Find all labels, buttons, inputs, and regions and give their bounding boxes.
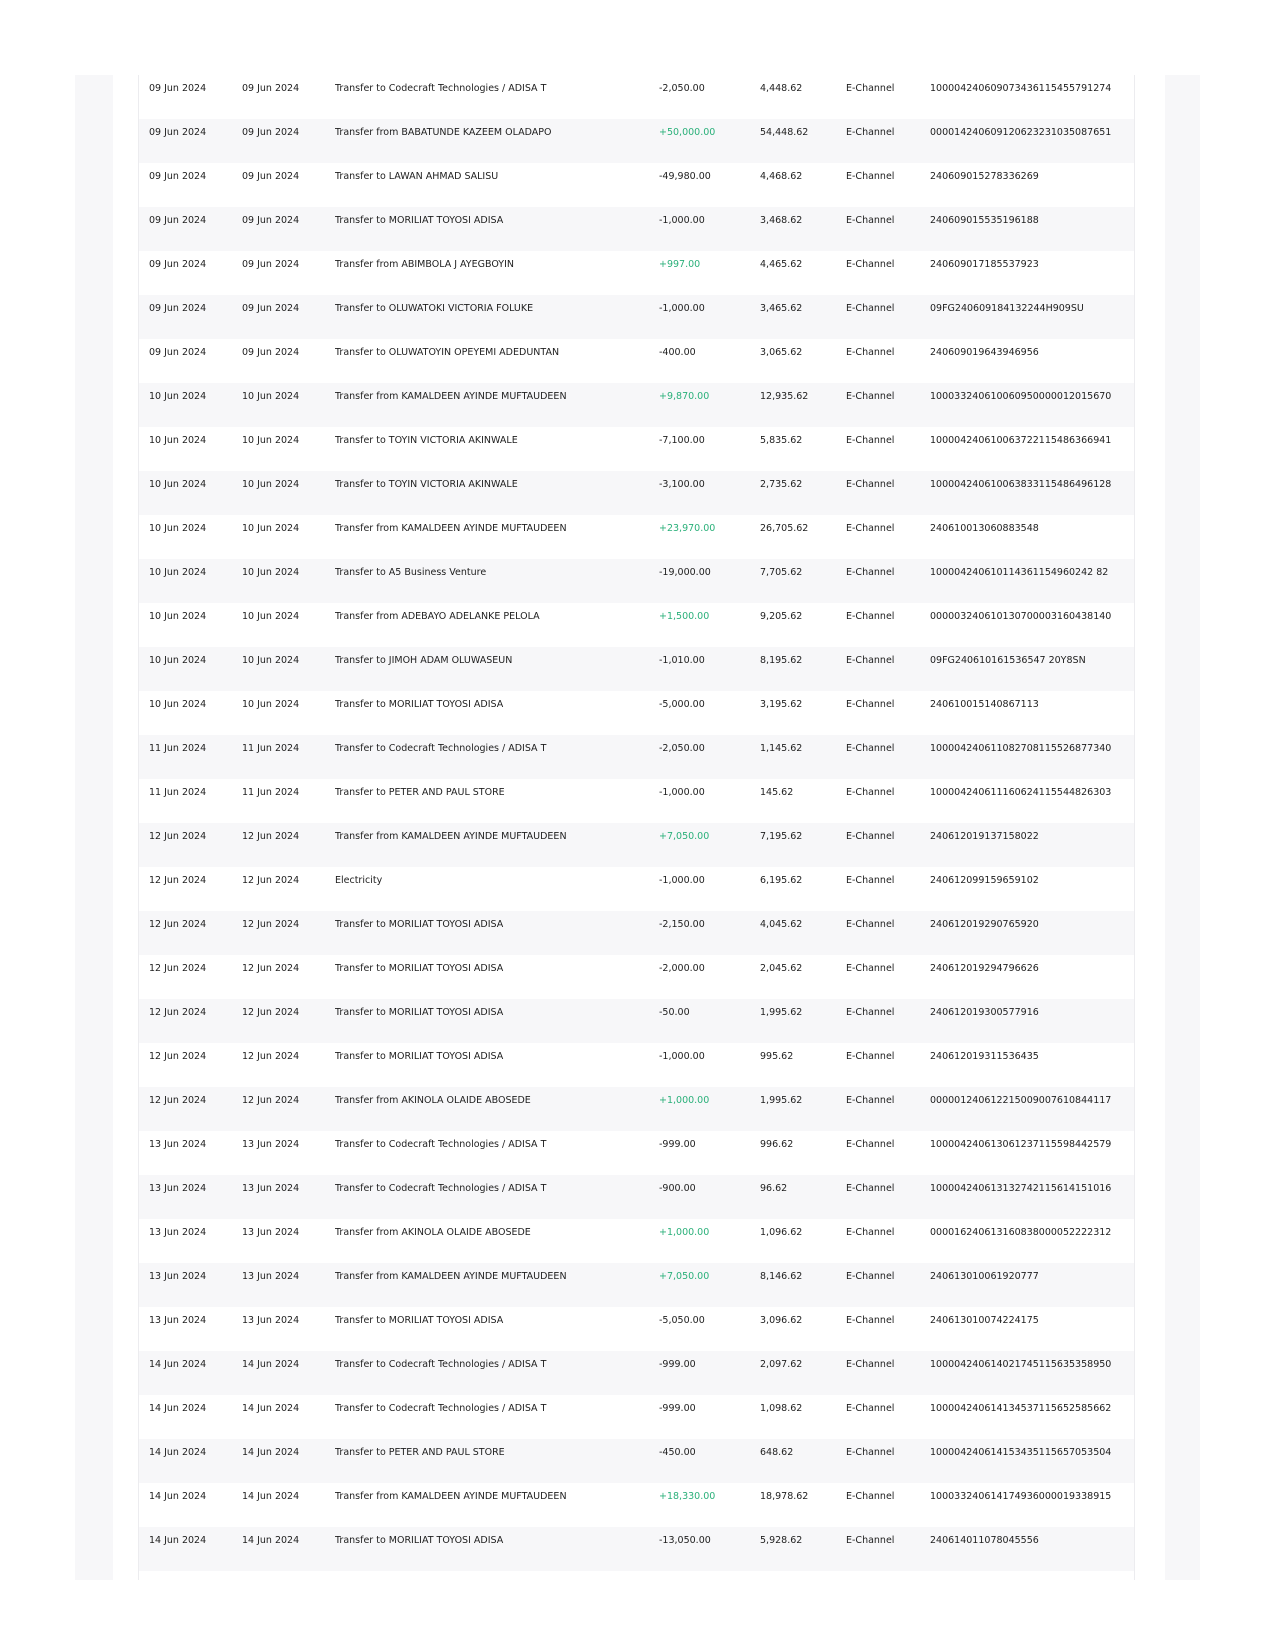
transaction-description: Transfer to MORILIAT TOYOSI ADISA [335,215,504,226]
running-balance: 26,705.62 [760,523,809,534]
transaction-date: 09 Jun 2024 [149,347,207,358]
transaction-description: Transfer to OLUWATOYIN OPEYEMI ADEDUNTAN [335,347,560,358]
transaction-date: 13 Jun 2024 [149,1139,207,1150]
running-balance: 3,468.62 [760,215,803,226]
transaction-reference: 000003240610130700003160438140 [930,611,1112,622]
transaction-amount: -999.00 [659,1403,696,1414]
transaction-date: 10 Jun 2024 [149,655,207,666]
transaction-description: Transfer to MORILIAT TOYOSI ADISA [335,919,504,930]
transaction-channel: E-Channel [846,655,895,666]
transaction-channel: E-Channel [846,963,895,974]
running-balance: 3,096.62 [760,1315,803,1326]
running-balance: 5,928.62 [760,1535,803,1546]
transaction-date: 14 Jun 2024 [149,1535,207,1546]
transaction-channel: E-Channel [846,435,895,446]
transaction-reference: 000014240609120623231035087651 [930,127,1112,138]
transaction-amount: +7,050.00 [659,831,710,842]
transaction-channel: E-Channel [846,1095,895,1106]
transaction-date: 12 Jun 2024 [149,919,207,930]
running-balance: 7,195.62 [760,831,803,842]
transaction-channel: E-Channel [846,83,895,94]
transaction-date: 12 Jun 2024 [149,1007,207,1018]
transaction-description: Transfer from KAMALDEEN AYINDE MUFTAUDEEN [335,1271,567,1282]
value-date: 12 Jun 2024 [242,963,300,974]
transaction-channel: E-Channel [846,1007,895,1018]
transaction-reference: 240612099159659102 [930,875,1039,886]
transaction-amount: -1,000.00 [659,215,705,226]
value-date: 12 Jun 2024 [242,875,300,886]
running-balance: 96.62 [760,1183,788,1194]
transaction-description: Transfer from BABATUNDE KAZEEM OLADAPO [335,127,552,138]
value-date: 09 Jun 2024 [242,215,300,226]
transaction-description: Electricity [335,875,383,886]
running-balance: 54,448.62 [760,127,809,138]
transaction-amount: -900.00 [659,1183,696,1194]
transaction-amount: -1,000.00 [659,787,705,798]
transaction-date: 09 Jun 2024 [149,215,207,226]
running-balance: 8,195.62 [760,655,803,666]
transaction-reference: 09FG240609184132244H909SU [930,303,1084,314]
running-balance: 4,448.62 [760,83,803,94]
value-date: 09 Jun 2024 [242,171,300,182]
transaction-channel: E-Channel [846,831,895,842]
transaction-description: Transfer to MORILIAT TOYOSI ADISA [335,1007,504,1018]
transaction-description: Transfer to Codecraft Technologies / ADISA T [335,1403,547,1414]
transaction-description: Transfer to Codecraft Technologies / ADISA T [335,1183,547,1194]
transaction-amount: -3,100.00 [659,479,705,490]
running-balance: 6,195.62 [760,875,803,886]
value-date: 14 Jun 2024 [242,1535,300,1546]
transaction-date: 10 Jun 2024 [149,611,207,622]
transaction-channel: E-Channel [846,1139,895,1150]
transaction-amount: +9,870.00 [659,391,710,402]
transaction-amount: -1,000.00 [659,875,705,886]
transaction-description: Transfer from KAMALDEEN AYINDE MUFTAUDEEN [335,391,567,402]
transaction-reference: 240612019311536435 [930,1051,1039,1062]
transaction-description: Transfer from KAMALDEEN AYINDE MUFTAUDEEN [335,831,567,842]
value-date: 10 Jun 2024 [242,655,300,666]
table-row [139,1527,1134,1571]
transaction-channel: E-Channel [846,215,895,226]
running-balance: 3,065.62 [760,347,803,358]
value-date: 12 Jun 2024 [242,1051,300,1062]
value-date: 10 Jun 2024 [242,567,300,578]
transaction-date: 11 Jun 2024 [149,787,207,798]
transaction-amount: +50,000.00 [659,127,716,138]
running-balance: 9,205.62 [760,611,803,622]
transaction-date: 12 Jun 2024 [149,831,207,842]
transaction-channel: E-Channel [846,171,895,182]
right-margin-band [1165,75,1200,1580]
transaction-reference: 000001240612215009007610844117 [930,1095,1112,1106]
transaction-amount: +18,330.00 [659,1491,716,1502]
transaction-date: 12 Jun 2024 [149,963,207,974]
transaction-reference: 100004240610114361154960242 82 [930,567,1109,578]
transaction-date: 14 Jun 2024 [149,1359,207,1370]
transaction-description: Transfer from AKINOLA OLAIDE ABOSEDE [335,1095,531,1106]
transaction-reference: 240609019643946956 [930,347,1039,358]
running-balance: 12,935.62 [760,391,809,402]
transaction-date: 10 Jun 2024 [149,567,207,578]
transaction-amount: +1,500.00 [659,611,710,622]
transaction-channel: E-Channel [846,479,895,490]
transaction-description: Transfer from KAMALDEEN AYINDE MUFTAUDEEN [335,1491,567,1502]
transaction-channel: E-Channel [846,567,895,578]
running-balance: 3,465.62 [760,303,803,314]
transaction-date: 12 Jun 2024 [149,1051,207,1062]
transaction-amount: -1,000.00 [659,303,705,314]
transaction-channel: E-Channel [846,1359,895,1370]
transaction-date: 09 Jun 2024 [149,171,207,182]
transaction-description: Transfer to MORILIAT TOYOSI ADISA [335,1051,504,1062]
transaction-reference: 240612019137158022 [930,831,1039,842]
transaction-channel: E-Channel [846,611,895,622]
value-date: 14 Jun 2024 [242,1447,300,1458]
transaction-date: 10 Jun 2024 [149,479,207,490]
value-date: 13 Jun 2024 [242,1139,300,1150]
running-balance: 7,705.62 [760,567,803,578]
transaction-channel: E-Channel [846,743,895,754]
running-balance: 2,097.62 [760,1359,803,1370]
transaction-amount: -2,050.00 [659,83,705,94]
running-balance: 8,146.62 [760,1271,803,1282]
transaction-description: Transfer to Codecraft Technologies / ADISA T [335,83,547,94]
transaction-description: Transfer to MORILIAT TOYOSI ADISA [335,699,504,710]
transaction-channel: E-Channel [846,699,895,710]
transaction-amount: -450.00 [659,1447,696,1458]
transaction-amount: -5,000.00 [659,699,705,710]
value-date: 10 Jun 2024 [242,479,300,490]
transaction-date: 09 Jun 2024 [149,259,207,270]
transaction-description: Transfer to JIMOH ADAM OLUWASEUN [335,655,513,666]
value-date: 13 Jun 2024 [242,1271,300,1282]
transaction-reference: 100004240613061237115598442579 [930,1139,1112,1150]
transaction-amount: -999.00 [659,1139,696,1150]
transaction-reference: 240609015535196188 [930,215,1039,226]
transaction-channel: E-Channel [846,1051,895,1062]
transaction-date: 12 Jun 2024 [149,1095,207,1106]
transaction-reference: 100004240614153435115657053504 [930,1447,1112,1458]
value-date: 13 Jun 2024 [242,1183,300,1194]
running-balance: 145.62 [760,787,794,798]
transaction-channel: E-Channel [846,523,895,534]
transaction-reference: 240612019300577916 [930,1007,1039,1018]
transaction-channel: E-Channel [846,1447,895,1458]
transaction-channel: E-Channel [846,259,895,270]
running-balance: 1,145.62 [760,743,803,754]
transaction-amount: -7,100.00 [659,435,705,446]
value-date: 10 Jun 2024 [242,435,300,446]
value-date: 12 Jun 2024 [242,919,300,930]
transaction-amount: -49,980.00 [659,171,711,182]
left-margin-band [75,75,113,1580]
value-date: 09 Jun 2024 [242,303,300,314]
transaction-date: 09 Jun 2024 [149,127,207,138]
transaction-reference: 240610013060883548 [930,523,1039,534]
transaction-channel: E-Channel [846,1183,895,1194]
running-balance: 1,096.62 [760,1227,803,1238]
transaction-date: 13 Jun 2024 [149,1315,207,1326]
transaction-reference: 240609017185537923 [930,259,1039,270]
value-date: 10 Jun 2024 [242,611,300,622]
value-date: 09 Jun 2024 [242,83,300,94]
value-date: 13 Jun 2024 [242,1227,300,1238]
transaction-description: Transfer to MORILIAT TOYOSI ADISA [335,1535,504,1546]
transaction-description: Transfer to LAWAN AHMAD SALISU [335,171,499,182]
transaction-reference: 100004240609073436115455791274 [930,83,1112,94]
value-date: 11 Jun 2024 [242,743,300,754]
transaction-reference: 240613010061920777 [930,1271,1039,1282]
transaction-amount: +997.00 [659,259,701,270]
transaction-amount: +23,970.00 [659,523,716,534]
transaction-reference: 100004240611082708115526877340 [930,743,1112,754]
transaction-channel: E-Channel [846,1403,895,1414]
running-balance: 1,098.62 [760,1403,803,1414]
transaction-amount: -19,000.00 [659,567,711,578]
transaction-amount: +7,050.00 [659,1271,710,1282]
value-date: 09 Jun 2024 [242,347,300,358]
transaction-date: 09 Jun 2024 [149,83,207,94]
transaction-date: 14 Jun 2024 [149,1403,207,1414]
transaction-amount: +1,000.00 [659,1227,710,1238]
transaction-date: 12 Jun 2024 [149,875,207,886]
value-date: 09 Jun 2024 [242,259,300,270]
transaction-amount: -999.00 [659,1359,696,1370]
value-date: 09 Jun 2024 [242,127,300,138]
transaction-channel: E-Channel [846,787,895,798]
running-balance: 1,995.62 [760,1007,803,1018]
transaction-date: 10 Jun 2024 [149,435,207,446]
transaction-description: Transfer to TOYIN VICTORIA AKINWALE [335,435,518,446]
transaction-date: 10 Jun 2024 [149,699,207,710]
transaction-reference: 100033240610060950000012015670 [930,391,1112,402]
transaction-reference: 240612019290765920 [930,919,1039,930]
transaction-channel: E-Channel [846,391,895,402]
transaction-amount: -2,050.00 [659,743,705,754]
transaction-reference: 240609015278336269 [930,171,1039,182]
transaction-reference: 240612019294796626 [930,963,1039,974]
transaction-channel: E-Channel [846,1271,895,1282]
transaction-description: Transfer to PETER AND PAUL STORE [335,787,505,798]
transaction-rows [139,75,1134,1571]
transaction-amount: -5,050.00 [659,1315,705,1326]
transaction-date: 10 Jun 2024 [149,523,207,534]
running-balance: 18,978.62 [760,1491,809,1502]
transaction-amount: -13,050.00 [659,1535,711,1546]
running-balance: 4,465.62 [760,259,803,270]
transaction-description: Transfer from AKINOLA OLAIDE ABOSEDE [335,1227,531,1238]
transaction-reference: 100004240614134537115652585662 [930,1403,1112,1414]
value-date: 12 Jun 2024 [242,831,300,842]
transactions-table [138,75,1135,1580]
transaction-description: Transfer to Codecraft Technologies / ADISA T [335,1139,547,1150]
transaction-reference: 09FG240610161536547 20Y8SN [930,655,1086,666]
transaction-description: Transfer to OLUWATOKI VICTORIA FOLUKE [335,303,534,314]
value-date: 10 Jun 2024 [242,699,300,710]
transaction-amount: +1,000.00 [659,1095,710,1106]
value-date: 13 Jun 2024 [242,1315,300,1326]
transaction-description: Transfer to Codecraft Technologies / ADISA T [335,1359,547,1370]
value-date: 14 Jun 2024 [242,1403,300,1414]
transaction-date: 13 Jun 2024 [149,1227,207,1238]
running-balance: 1,995.62 [760,1095,803,1106]
value-date: 10 Jun 2024 [242,391,300,402]
running-balance: 648.62 [760,1447,794,1458]
transaction-reference: 100004240610063833115486496128 [930,479,1112,490]
running-balance: 996.62 [760,1139,794,1150]
transaction-reference: 100004240613132742115614151016 [930,1183,1112,1194]
value-date: 11 Jun 2024 [242,787,300,798]
value-date: 14 Jun 2024 [242,1491,300,1502]
transaction-reference: 240610015140867113 [930,699,1039,710]
transaction-date: 14 Jun 2024 [149,1447,207,1458]
value-date: 14 Jun 2024 [242,1359,300,1370]
transaction-date: 09 Jun 2024 [149,303,207,314]
transaction-channel: E-Channel [846,919,895,930]
transaction-description: Transfer to MORILIAT TOYOSI ADISA [335,1315,504,1326]
transaction-date: 10 Jun 2024 [149,391,207,402]
running-balance: 4,045.62 [760,919,803,930]
transaction-amount: -400.00 [659,347,696,358]
transaction-date: 13 Jun 2024 [149,1271,207,1282]
transaction-channel: E-Channel [846,1535,895,1546]
transaction-reference: 100004240611160624115544826303 [930,787,1112,798]
transaction-reference: 100033240614174936000019338915 [930,1491,1112,1502]
transaction-reference: 240614011078045556 [930,1535,1039,1546]
value-date: 12 Jun 2024 [242,1007,300,1018]
running-balance: 995.62 [760,1051,794,1062]
transaction-description: Transfer from KAMALDEEN AYINDE MUFTAUDEEN [335,523,567,534]
transaction-reference: 000016240613160838000052222312 [930,1227,1112,1238]
transaction-channel: E-Channel [846,303,895,314]
transaction-date: 13 Jun 2024 [149,1183,207,1194]
transaction-amount: -50.00 [659,1007,690,1018]
transaction-date: 14 Jun 2024 [149,1491,207,1502]
transaction-amount: -1,010.00 [659,655,705,666]
transaction-description: Transfer to MORILIAT TOYOSI ADISA [335,963,504,974]
running-balance: 3,195.62 [760,699,803,710]
transaction-reference: 100004240610063722115486366941 [930,435,1112,446]
running-balance: 4,468.62 [760,171,803,182]
transaction-description: Transfer to PETER AND PAUL STORE [335,1447,505,1458]
value-date: 10 Jun 2024 [242,523,300,534]
transaction-channel: E-Channel [846,347,895,358]
transaction-amount: -2,150.00 [659,919,705,930]
transaction-description: Transfer from ABIMBOLA J AYEGBOYIN [335,259,514,270]
transaction-channel: E-Channel [846,127,895,138]
transaction-reference: 240613010074224175 [930,1315,1039,1326]
running-balance: 2,735.62 [760,479,803,490]
transaction-channel: E-Channel [846,1227,895,1238]
transaction-description: Transfer to A5 Business Venture [335,567,487,578]
transaction-amount: -2,000.00 [659,963,705,974]
transaction-channel: E-Channel [846,1315,895,1326]
value-date: 12 Jun 2024 [242,1095,300,1106]
transaction-description: Transfer to Codecraft Technologies / ADISA T [335,743,547,754]
transaction-date: 11 Jun 2024 [149,743,207,754]
running-balance: 5,835.62 [760,435,803,446]
transaction-reference: 100004240614021745115635358950 [930,1359,1112,1370]
transaction-description: Transfer to TOYIN VICTORIA AKINWALE [335,479,518,490]
transaction-description: Transfer from ADEBAYO ADELANKE PELOLA [335,611,540,622]
transaction-channel: E-Channel [846,1491,895,1502]
transaction-channel: E-Channel [846,875,895,886]
transaction-amount: -1,000.00 [659,1051,705,1062]
running-balance: 2,045.62 [760,963,803,974]
